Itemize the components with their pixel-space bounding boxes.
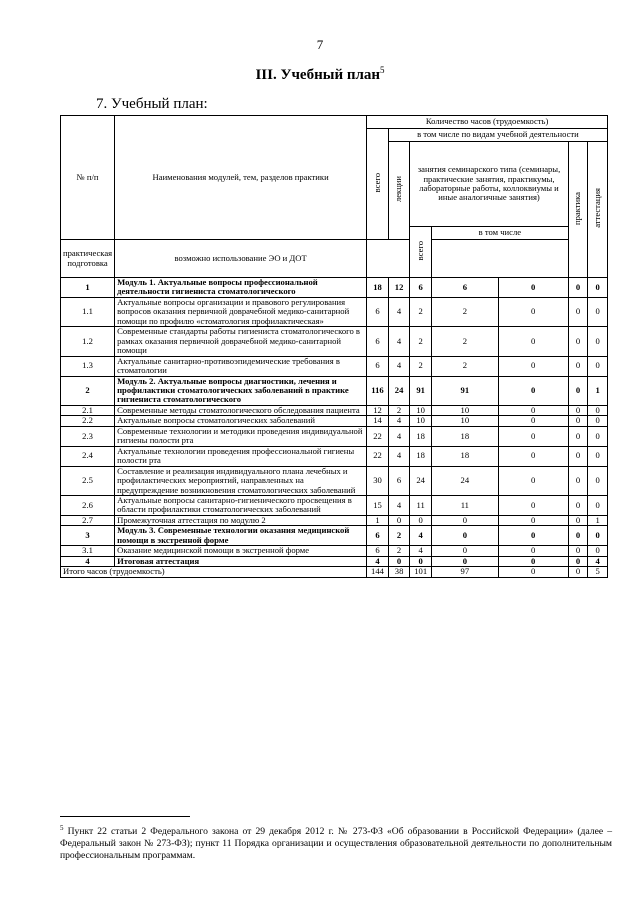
footnote <box>60 824 612 862</box>
cell-lectures: 4 <box>388 297 409 326</box>
cell-practical: 0 <box>432 526 499 546</box>
cell-eo: 0 <box>498 327 568 356</box>
cell-eo: 0 <box>498 376 568 405</box>
cell-attest: 0 <box>588 297 608 326</box>
cell-practical: 24 <box>432 466 499 495</box>
cell-lectures: 2 <box>388 526 409 546</box>
cell-practice: 0 <box>568 278 588 298</box>
cell-attest: 0 <box>588 526 608 546</box>
cell-practical: 2 <box>432 356 499 376</box>
total-practice: 0 <box>568 567 588 577</box>
cell-attest: 0 <box>588 446 608 466</box>
header-hours: Количество часов (трудоемкость) <box>367 116 608 129</box>
cell-practical: 0 <box>432 515 499 525</box>
cell-sem-total: 18 <box>410 446 432 466</box>
cell-lectures: 2 <box>388 546 409 556</box>
cell-practical: 91 <box>432 376 499 405</box>
cell-lectures: 4 <box>388 327 409 356</box>
cell-practical: 11 <box>432 495 499 515</box>
cell-sem-total: 6 <box>410 278 432 298</box>
footnote-mark: 5 <box>60 824 64 832</box>
row-name: Модуль 3. Современные технологии оказания медицинской помощи в экстренной форме <box>115 526 367 546</box>
cell-total: 6 <box>367 526 389 546</box>
cell-lectures: 0 <box>388 515 409 525</box>
row-number: 2.4 <box>61 446 115 466</box>
curriculum-table <box>60 115 608 578</box>
row-number: 2.6 <box>61 495 115 515</box>
cell-sem-total: 18 <box>410 426 432 446</box>
cell-total: 6 <box>367 297 389 326</box>
module-row <box>61 526 608 546</box>
header-by-type: в том числе по видам учебной деятельности <box>388 129 607 142</box>
cell-sem-total: 2 <box>410 297 432 326</box>
topic-row <box>61 327 608 356</box>
header-attestation <box>588 142 608 278</box>
row-number: 1.3 <box>61 356 115 376</box>
header-total <box>367 129 389 240</box>
header-eo-dot: возможно использование ЭО и ДОТ <box>115 240 367 278</box>
cell-eo: 0 <box>498 466 568 495</box>
cell-practical: 2 <box>432 297 499 326</box>
cell-lectures: 6 <box>388 466 409 495</box>
page-number: 7 <box>316 37 324 52</box>
header-total-text: всего <box>371 173 382 193</box>
cell-eo: 0 <box>498 416 568 426</box>
cell-sem-total: 2 <box>410 327 432 356</box>
row-number: 1.2 <box>61 327 115 356</box>
header-attestation-text: аттестация <box>591 188 602 229</box>
cell-practical: 18 <box>432 446 499 466</box>
cell-attest: 0 <box>588 405 608 415</box>
cell-eo: 0 <box>498 495 568 515</box>
cell-eo: 0 <box>498 526 568 546</box>
cell-eo: 0 <box>498 278 568 298</box>
cell-sem-total: 10 <box>410 405 432 415</box>
topic-row <box>61 466 608 495</box>
section-title-text: III. Учебный план <box>255 67 381 83</box>
header-seminar: занятия семинарского типа (семинары, практические занятия, практикумы, лабораторные работы, коллоквиумы и иные аналогичные занятия) <box>410 142 568 227</box>
cell-practice: 0 <box>568 515 588 525</box>
cell-practice: 0 <box>568 327 588 356</box>
row-number: 4 <box>61 556 115 566</box>
footnote-reference: 5 <box>380 65 385 75</box>
row-number: 2 <box>61 376 115 405</box>
cell-practice: 0 <box>568 416 588 426</box>
cell-attest: 1 <box>588 376 608 405</box>
total-lectures: 38 <box>388 567 409 577</box>
row-number: 2.1 <box>61 405 115 415</box>
cell-attest: 0 <box>588 356 608 376</box>
cell-attest: 0 <box>588 327 608 356</box>
header-seminar-total <box>410 227 432 278</box>
header-practice-text: практика <box>572 191 583 225</box>
cell-practice: 0 <box>568 546 588 556</box>
cell-lectures: 4 <box>388 356 409 376</box>
cell-lectures: 2 <box>388 405 409 415</box>
row-number: 2.3 <box>61 426 115 446</box>
topic-row <box>61 416 608 426</box>
cell-lectures: 0 <box>388 556 409 566</box>
cell-total: 15 <box>367 495 389 515</box>
cell-total: 4 <box>367 556 389 566</box>
cell-total: 6 <box>367 327 389 356</box>
cell-practice: 0 <box>568 526 588 546</box>
row-number: 3.1 <box>61 546 115 556</box>
row-number: 1 <box>61 278 115 298</box>
cell-attest: 0 <box>588 495 608 515</box>
total-label: Итого часов (трудоемкость) <box>61 567 367 577</box>
header-including: в том числе <box>432 227 569 240</box>
module-row <box>61 278 608 298</box>
row-name: Актуальные санитарно-противоэпидемические требования в стоматологии <box>115 356 367 376</box>
header-name: Наименования модулей, тем, разделов практики <box>115 116 367 240</box>
row-number: 3 <box>61 526 115 546</box>
row-name: Составление и реализация индивидуального плана лечебных и профилактических мероприятий, направленных на предупреждение возникновения стоматологических заболеваний <box>115 466 367 495</box>
topic-row <box>61 405 608 415</box>
cell-total: 116 <box>367 376 389 405</box>
row-name: Современные методы стоматологического обследования пациента <box>115 405 367 415</box>
row-name: Модуль 2. Актуальные вопросы диагностики, лечения и профилактики стоматологических заболеваний в практике гигиениста стоматологического <box>115 376 367 405</box>
cell-eo: 0 <box>498 546 568 556</box>
footnote-text: Пункт 22 статьи 2 Федерального закона от 29 декабря 2012 г. № 273-ФЗ «Об образовании в Российской Федерации» (далее – Федеральный закон № 273-ФЗ); пункт 11 Порядка организации и осуществления образовательной деятельности по дополнительным профессиональным программам. <box>60 826 612 862</box>
cell-sem-total: 0 <box>410 556 432 566</box>
header-seminar-total-text: всего <box>414 241 425 261</box>
cell-practice: 0 <box>568 405 588 415</box>
cell-practical: 0 <box>432 556 499 566</box>
cell-total: 22 <box>367 426 389 446</box>
row-name: Оказание медицинской помощи в экстренной форме <box>115 546 367 556</box>
row-name: Актуальные вопросы стоматологических заболеваний <box>115 416 367 426</box>
cell-lectures: 4 <box>388 426 409 446</box>
header-practice <box>568 142 588 278</box>
cell-sem-total: 2 <box>410 356 432 376</box>
row-name: Современные стандарты работы гигиениста стоматологического в рамках оказания первичной доврачебной медико-санитарной помощи <box>115 327 367 356</box>
cell-sem-total: 0 <box>410 515 432 525</box>
cell-total: 18 <box>367 278 389 298</box>
cell-lectures: 4 <box>388 495 409 515</box>
cell-sem-total: 91 <box>410 376 432 405</box>
cell-eo: 0 <box>498 405 568 415</box>
cell-practice: 0 <box>568 297 588 326</box>
row-name: Итоговая аттестация <box>115 556 367 566</box>
cell-practice: 0 <box>568 426 588 446</box>
cell-eo: 0 <box>498 356 568 376</box>
cell-attest: 1 <box>588 515 608 525</box>
cell-total: 30 <box>367 466 389 495</box>
cell-attest: 4 <box>588 556 608 566</box>
cell-eo: 0 <box>498 556 568 566</box>
module-row <box>61 556 608 566</box>
topic-row <box>61 515 608 525</box>
header-lectures <box>388 142 409 240</box>
subtitle: 7. Учебный план: <box>96 96 208 112</box>
cell-attest: 0 <box>588 278 608 298</box>
cell-attest: 0 <box>588 416 608 426</box>
topic-row <box>61 297 608 326</box>
header-lectures-text: лекции <box>393 176 404 203</box>
cell-eo: 0 <box>498 426 568 446</box>
cell-eo: 0 <box>498 297 568 326</box>
module-row <box>61 376 608 405</box>
cell-practice: 0 <box>568 495 588 515</box>
cell-lectures: 12 <box>388 278 409 298</box>
cell-sem-total: 24 <box>410 466 432 495</box>
cell-practical: 10 <box>432 416 499 426</box>
header-practical-training: практическая подготовка <box>61 240 115 278</box>
total-attest: 5 <box>588 567 608 577</box>
row-number: 2.7 <box>61 515 115 525</box>
cell-lectures: 24 <box>388 376 409 405</box>
section-title <box>0 65 640 84</box>
cell-practice: 0 <box>568 376 588 405</box>
row-number: 2.2 <box>61 416 115 426</box>
cell-total: 6 <box>367 546 389 556</box>
row-name: Промежуточная аттестация по модулю 2 <box>115 515 367 525</box>
cell-total: 6 <box>367 356 389 376</box>
cell-lectures: 4 <box>388 416 409 426</box>
cell-practical: 6 <box>432 278 499 298</box>
footnote-divider <box>60 816 190 817</box>
cell-practice: 0 <box>568 446 588 466</box>
cell-attest: 0 <box>588 466 608 495</box>
topic-row <box>61 356 608 376</box>
cell-eo: 0 <box>498 515 568 525</box>
total-total: 144 <box>367 567 389 577</box>
total-eo: 0 <box>498 567 568 577</box>
total-row <box>61 567 608 577</box>
table-body <box>61 278 608 578</box>
topic-row <box>61 495 608 515</box>
row-name: Современные технологии и методики проведения индивидуальной гигиены полости рта <box>115 426 367 446</box>
cell-sem-total: 4 <box>410 546 432 556</box>
cell-lectures: 4 <box>388 446 409 466</box>
cell-practical: 18 <box>432 426 499 446</box>
cell-practice: 0 <box>568 356 588 376</box>
row-name: Актуальные технологии проведения профессиональной гигиены полости рта <box>115 446 367 466</box>
topic-row <box>61 426 608 446</box>
cell-attest: 0 <box>588 546 608 556</box>
row-number: 2.5 <box>61 466 115 495</box>
total-sem-total: 101 <box>410 567 432 577</box>
cell-total: 12 <box>367 405 389 415</box>
row-name: Актуальные вопросы санитарно-гигиенического просвещения в области профилактики стоматологических заболеваний <box>115 495 367 515</box>
cell-total: 1 <box>367 515 389 525</box>
cell-total: 14 <box>367 416 389 426</box>
cell-total: 22 <box>367 446 389 466</box>
topic-row <box>61 446 608 466</box>
topic-row <box>61 546 608 556</box>
cell-eo: 0 <box>498 446 568 466</box>
total-practical: 97 <box>432 567 499 577</box>
cell-sem-total: 11 <box>410 495 432 515</box>
cell-practical: 10 <box>432 405 499 415</box>
cell-practice: 0 <box>568 466 588 495</box>
header-num: № п/п <box>61 116 115 240</box>
cell-practical: 2 <box>432 327 499 356</box>
cell-sem-total: 4 <box>410 526 432 546</box>
cell-practical: 0 <box>432 546 499 556</box>
row-number: 1.1 <box>61 297 115 326</box>
cell-attest: 0 <box>588 426 608 446</box>
cell-sem-total: 10 <box>410 416 432 426</box>
row-name: Актуальные вопросы организации и правового регулирования вопросов оказания первичной доврачебной медико-санитарной помощи по профилю «стоматология профилактическая» <box>115 297 367 326</box>
cell-practice: 0 <box>568 556 588 566</box>
row-name: Модуль 1. Актуальные вопросы профессиональной деятельности гигиениста стоматологического <box>115 278 367 298</box>
